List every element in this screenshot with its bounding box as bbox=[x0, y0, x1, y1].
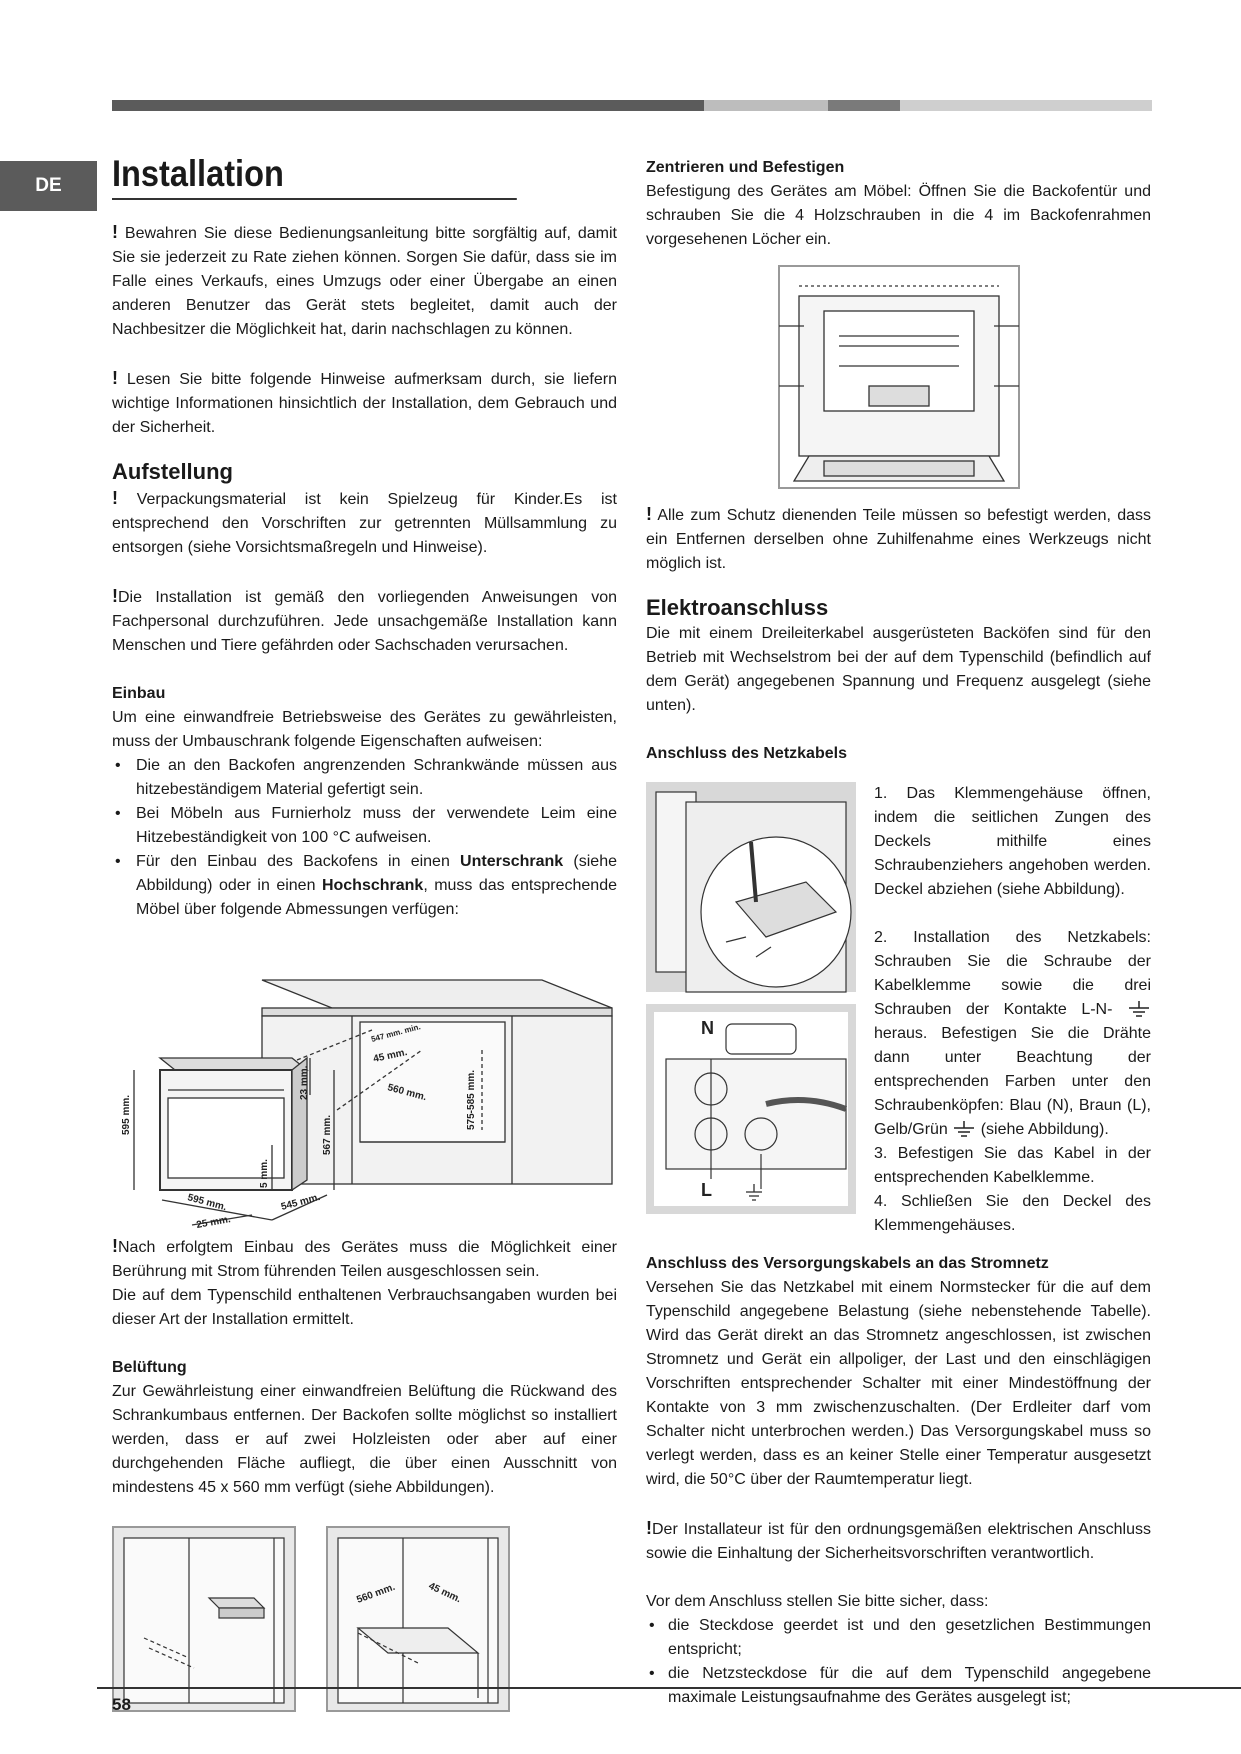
zentrieren-paragraph: Befestigung des Gerätes am Möbel: Öffnen Sie die Backofentür und schrauben Sie die 4 Holzschrauben in die 4 im Backofenrahmen vorgesehenen Löcher ein. bbox=[646, 183, 1151, 248]
belueftung-title: Belüftung bbox=[112, 1359, 187, 1376]
vent-dim-45: 45 mm. bbox=[426, 1580, 463, 1606]
page-title: Installation bbox=[112, 150, 517, 200]
belueftung-paragraph: Zur Gewährleistung einer einwandfreien Belüftung die Rückwand des Schrankumbaus entfernen. Der Backofen sollte möglichst so installiert werden, dass er auf zwei Holzleisten oder aber auf einer durchgehenden Fläche aufliegt, die über einen Ausschnitt von mindestens 45 x 560 mm verfügt (siehe Abbildungen). bbox=[112, 1383, 617, 1496]
header-bar-dark bbox=[112, 100, 704, 111]
installateur-paragraph: !Der Installateur ist für den ordnungsgemäßen elektrischen Anschluss sowie die Einhaltung der Sicherheitsvorschriften verantwortlich. bbox=[646, 1518, 1151, 1562]
terminal-box-open-figure bbox=[646, 782, 856, 992]
intro-paragraph-2: ! Lesen Sie bitte folgende Hinweise aufmerksam durch, sie liefern wichtige Informationen hinsichtlich der Installation, dem Gebrauch und der Sicherheit. bbox=[112, 368, 617, 436]
einbau-list bbox=[112, 754, 617, 922]
dim-545: 545 mm. bbox=[279, 1191, 322, 1213]
netzkabel-title: Anschluss des Netzkabels bbox=[646, 745, 847, 762]
ground-symbol-icon bbox=[952, 1121, 976, 1139]
dim-567: 567 mm. bbox=[322, 1114, 333, 1155]
step-4: 4. Schließen Sie den Deckel des Klemmengehäuses. bbox=[874, 1193, 1151, 1234]
step-3: 3. Befestigen Sie das Kabel in der entsprechenden Kabelklemme. bbox=[874, 1145, 1151, 1186]
list-item: • die Netzsteckdose für die auf dem Typenschild angegebene maximale Leistungsaufnahme des Gerätes ausgelegt ist; bbox=[646, 1662, 1151, 1710]
list-item: • Für den Einbau des Backofens in einen Unterschrank (siehe Abbildung) oder in einen Hochschrank, muss das entsprechende Möbel über folgende Abmessungen verfügen: bbox=[112, 850, 617, 922]
terminal-l-label: L bbox=[701, 1180, 712, 1200]
right-column bbox=[646, 156, 1151, 1710]
ventilation-figure-2 bbox=[326, 1526, 510, 1712]
checklist bbox=[646, 1614, 1151, 1710]
oven-mounting-figure bbox=[779, 266, 1019, 488]
section-aufstellung-title: Aufstellung bbox=[112, 459, 233, 484]
list-item: • Bei Möbeln aus Furnierholz muss der verwendete Leim eine Hitzebeständigkeit von 100 °C aufweisen. bbox=[112, 802, 617, 850]
list-item: • Die an den Backofen angrenzenden Schrankwände müssen aus hitzebeständigem Material gefertigt sein. bbox=[112, 754, 617, 802]
nach-einbau-paragraph: !Nach erfolgtem Einbau des Gerätes muss die Möglichkeit einer Berührung mit Strom führenden Teilen ausgeschlossen sein. bbox=[112, 1236, 617, 1280]
ventilation-figures bbox=[112, 1526, 617, 1712]
vor-anschluss-paragraph: Vor dem Anschluss stellen Sie bitte sicher, dass: bbox=[646, 1593, 989, 1610]
left-column bbox=[112, 150, 617, 1712]
footer-rule bbox=[97, 1687, 1241, 1689]
ground-symbol-icon bbox=[1127, 1001, 1151, 1019]
ventilation-figure-1 bbox=[112, 1526, 296, 1712]
einbau-title: Einbau bbox=[112, 685, 166, 702]
header-bar-mid bbox=[828, 100, 900, 111]
page-number: 58 bbox=[112, 1695, 131, 1714]
installation-diagram bbox=[112, 930, 617, 1231]
terminal-wiring-figure bbox=[646, 1004, 856, 1214]
list-item: • die Steckdose geerdet ist und den gesetzlichen Bestimmungen entspricht; bbox=[646, 1614, 1151, 1662]
dim-23: 23 mm. bbox=[299, 1065, 310, 1100]
dim-560: 560 mm. bbox=[386, 1082, 428, 1104]
schutz-paragraph: ! Alle zum Schutz dienenden Teile müssen so befestigt werden, dass ein Entfernen derselben ohne Zuhilfenahme eines Werkzeugs nicht möglich ist. bbox=[646, 504, 1151, 572]
aufstellung-paragraph-1: ! Verpackungsmaterial ist kein Spielzeug für Kinder.Es ist entsprechend den Vorschriften zur getrennten Müllsammlung zu entsorgen (siehe Vorsichtsmaßregeln und Hinweise). bbox=[112, 488, 617, 556]
intro-paragraph-1: ! Bewahren Sie diese Bedienungsanleitung bitte sorgfältig auf, damit Sie sie jederzeit zu Rate ziehen können. Sorgen Sie dafür, dass sie im Falle eines Verkaufs, eines Umzugs oder einer Übergabe an einen anderen Benutzer das Gerät stets begleitet, damit auch der Nachbesitzer die Möglichkeit hat, darin nachschlagen zu können. bbox=[112, 222, 617, 338]
connection-steps bbox=[874, 782, 1151, 1238]
aufstellung-paragraph-2: !Die Installation ist gemäß den vorliegenden Anweisungen von Fachpersonal durchzuführen. Jede unsachgemäße Installation kann Menschen und Tiere gefährden oder Sachschaden verursachen. bbox=[112, 586, 617, 654]
elektro-paragraph: Die mit einem Dreileiterkabel ausgerüsteten Backöfen sind für den Betrieb mit Wechselstrom bei der auf dem Typenschild (befindlich auf dem Gerät) angegebenen Spannung und Frequenz ausgelegt (siehe unten). bbox=[646, 625, 1151, 714]
vent-dim-560: 560 mm. bbox=[355, 1581, 397, 1606]
header-bar-pale bbox=[900, 100, 1152, 111]
header-bar-light bbox=[704, 100, 828, 111]
terminal-n-label: N bbox=[701, 1018, 714, 1038]
section-elektro-title: Elektroanschluss bbox=[646, 595, 829, 620]
zentrieren-title: Zentrieren und Befestigen bbox=[646, 159, 845, 176]
dim-5: 5 mm. bbox=[259, 1159, 270, 1188]
language-tab: DE bbox=[0, 161, 97, 211]
connection-section bbox=[646, 782, 1151, 1238]
typenschild-paragraph: Die auf dem Typenschild enthaltenen Verbrauchsangaben wurden bei dieser Art der Installation ermittelt. bbox=[112, 1287, 617, 1328]
dim-575-585: 575-585 mm. bbox=[466, 1069, 477, 1130]
versorgung-title: Anschluss des Versorgungskabels an das Stromnetz bbox=[646, 1255, 1049, 1272]
dim-25: 25 mm. bbox=[195, 1214, 232, 1231]
einbau-intro: Um eine einwandfreie Betriebsweise des Gerätes zu gewährleisten, muss der Umbauschrank folgende Eigenschaften aufweisen: bbox=[112, 709, 617, 750]
dim-595-vertical: 595 mm. bbox=[121, 1094, 132, 1135]
dim-45: 45 mm. bbox=[372, 1047, 409, 1065]
versorgung-paragraph: Versehen Sie das Netzkabel mit einem Normstecker für die auf dem Typenschild angegebene Belastung (siehe nebenstehende Tabelle). Wird das Gerät direkt an das Stromnetz angeschlossen, ist zwischen Stromnetz und Gerät ein allpoliger, der Last und den einschlägigen Vorschriften entsprechender Schalter mit einer Mindestöffnung der Kontakte von 3 mm zwischenzuschalten. (Der Erdleiter darf vom Schalter nicht unterbrochen werden.) Das Versorgungskabel muss so verlegt werden, dass es an keiner Stelle einer Temperatur ausgesetzt wird, die 50°C über der Raumtemperatur liegt. bbox=[646, 1279, 1151, 1488]
connection-figures bbox=[646, 782, 856, 1238]
dim-595-horizontal: 595 mm. bbox=[186, 1192, 228, 1214]
step-1: 1. Das Klemmengehäuse öffnen, indem die seitlichen Zungen des Deckels mithilfe eines Schraubenziehers angehoben werden. Deckel abziehen (siehe Abbildung). bbox=[874, 785, 1151, 898]
step-2: 2. Installation des Netzkabels: Schrauben Sie die Schraube der Kabelklemme sowie die drei Schrauben der Kontakte L-N- heraus. Befestigen Sie die Drähte dann unter Beachtung der entsprechenden Farben unter den Schraubenköpfen: Blau (N), Braun (L), Gelb/Grün (siehe Abbildung). bbox=[874, 929, 1151, 1138]
dim-547: 547 mm. min. bbox=[370, 1022, 422, 1044]
